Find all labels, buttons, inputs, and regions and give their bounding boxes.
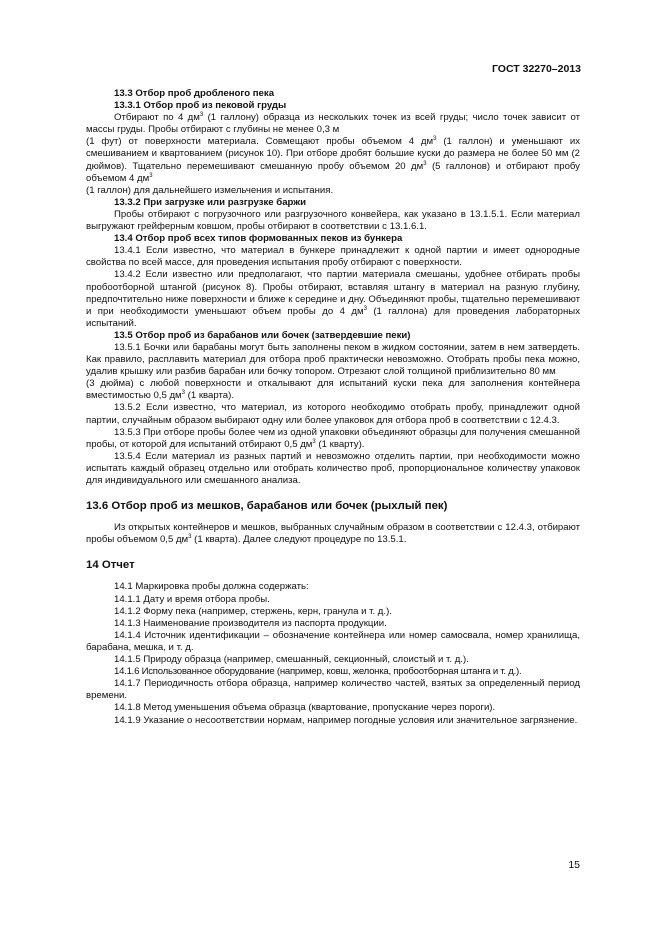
page-number: 15 bbox=[568, 859, 580, 871]
paragraph-13-3-2: Пробы отбирают с погрузочного или разгрузочного конвейера, как указано в 13.1.5.1. Если материал выгружают грейферным ковшом, пробы отбирают в соответствии с 13.1.6.1. bbox=[86, 208, 580, 233]
section-14-title: 14 Отчет bbox=[86, 559, 135, 572]
document-body bbox=[86, 88, 580, 727]
item-14-1-1: 14.1.1 Дату и время отбора пробы. bbox=[114, 593, 270, 605]
paragraph-13-5-1: 13.5.1 Бочки или барабаны могут быть заполнены пеком в жидком состоянии, затем в нем затвердеть. Как правило, расплавить материал для отбора проб практически невозможно. Отобрать пробы пека можно, удалив крышку или разбив барабан или бочку топором. Отрезают слой толщиной приблизительно 80 мм bbox=[86, 341, 580, 378]
item-14-1-3: 14.1.3 Наименование производителя из паспорта продукции. bbox=[114, 617, 387, 629]
paragraph-13-3-1-end: (1 галлон) для дальнейшего измельчения и испытания. bbox=[86, 184, 334, 196]
section-13-3-title: 13.3 Отбор проб дробленого пека bbox=[114, 88, 275, 99]
paragraph-13-5-1-cont: (3 дюйма) с любой поверхности и откалывают для испытаний куски пека для заполнения контейнера вместимостью 0,5 $дм^3$ (1 кварта). bbox=[86, 378, 580, 402]
item-14-1-2: 14.1.2 Форму пека (например, стержень, керн, гранула и т. д.). bbox=[114, 605, 392, 617]
section-13-3-2-title: 13.3.2 При загрузке или разгрузке баржи bbox=[114, 196, 306, 208]
section-13-4-title: 13.4 Отбор проб всех типов формованных пеков из бункера bbox=[114, 233, 403, 245]
item-14-1: 14.1 Маркировка пробы должна содержать: bbox=[114, 581, 309, 593]
paragraph-13-5-3: 13.5.3 При отборе пробы более чем из одной упаковки объединяют образцы для получения смешанной пробы, от которой для испытаний отбирают 0,5 $дм^3$ (1 кварту). bbox=[86, 426, 580, 450]
paragraph-13-5-2: 13.5.2 Если известно, что материал, из которого необходимо отобрать пробу, принадлежит одной партии, случайным образом выбирают одну или более упаковок для отбора проб в соответствии с 12.4.3. bbox=[86, 402, 580, 426]
item-14-1-4: 14.1.4 Источник идентификации – обозначение контейнера или номер самосвала, номер хранилища, барабана, мешка, и т. д. bbox=[86, 629, 580, 653]
paragraph-13-3-1-cont: (1 фут) от поверхности материала. Совмещают пробы объемом 4 $дм^3$ (1 галлон) и уменьшают их смешиванием и квартованием (рисунок 10). При отборе дробят большие куски до размера не более 50 мм (2 дюймов). Тщательно перемешивают смешанную пробу объемом 20 $дм^3$ (5 галлонов) и отбирают пробу объемом 4 $дм^3$ bbox=[86, 136, 580, 184]
item-14-1-5: 14.1.5 Природу образца (например, смешанный, секционный, слоистый и т. д.). bbox=[114, 654, 469, 666]
paragraph-13-4-1: 13.4.1 Если известно, что материал в бункере принадлежит к одной партии и имеет однородные свойства по всей массе, для проведения испытания пробу отбирают с поверхности. bbox=[86, 245, 580, 269]
paragraph-13-4-2: 13.4.2 Если известно или предполагают, что партии материала смешаны, удобнее отбирать пробы пробоотборной штангой (рисунок 8). Пробы отбирают, вставляя штангу в материал на разную глубину, предпочтительно ниже поверхности и ближе к середине и дну. Объединяют пробы, тщательно перемешивают и при необходимости уменьшают объем пробы до 4 $дм^3$ (1 галлона) для проведения лабораторных испытаний. bbox=[86, 269, 580, 329]
item-14-1-7: 14.1.7 Периодичность отбора образца, например количество частей, взятых за определенный период времени. bbox=[86, 678, 580, 702]
paragraph-13-3-1: Отбирают по 4 $дм^3$ (1 галлону) образца из нескольких точек из всей груды; число точек зависит от массы груды. Пробы отбирают с глубины не менее 0,3 м bbox=[86, 112, 580, 136]
item-14-1-6: 14.1.6 Использованное оборудование (например, ковш, желонка, пробоотборная штанга и т. д.). bbox=[114, 666, 522, 678]
doc-code: ГОСТ 32270–2013 bbox=[491, 63, 581, 75]
paragraph-13-5-4: 13.5.4 Если материал из разных партий и невозможно отделить партии, при необходимости можно испытать каждый образец отдельно или отобрать количество проб, пропорциональное количеству упаковок для индивидуального или смешанного анализа. bbox=[86, 450, 580, 486]
item-14-1-9: 14.1.9 Указание о несоответствии нормам, например погодные условия или значительное загрязнение. bbox=[114, 714, 578, 726]
section-13-3-1-title: 13.3.1 Отбор проб из пековой груды bbox=[114, 100, 287, 112]
item-14-1-8: 14.1.8 Метод уменьшения объема образца (квартование, пропускание через пороги). bbox=[114, 702, 496, 714]
section-13-5-title: 13.5 Отбор проб из барабанов или бочек (затвердевшие пеки) bbox=[114, 329, 411, 341]
section-13-6-title: 13.6 Отбор проб из мешков, барабанов или бочек (рыхлый пек) bbox=[86, 500, 448, 513]
paragraph-13-6: Из открытых контейнеров и мешков, выбранных случайным образом в соответствии с 12.4.3, отбирают пробы объемом 0,5 $дм^3$ (1 кварта). Далее следуют процедуре по 13.5.1. bbox=[86, 522, 580, 546]
